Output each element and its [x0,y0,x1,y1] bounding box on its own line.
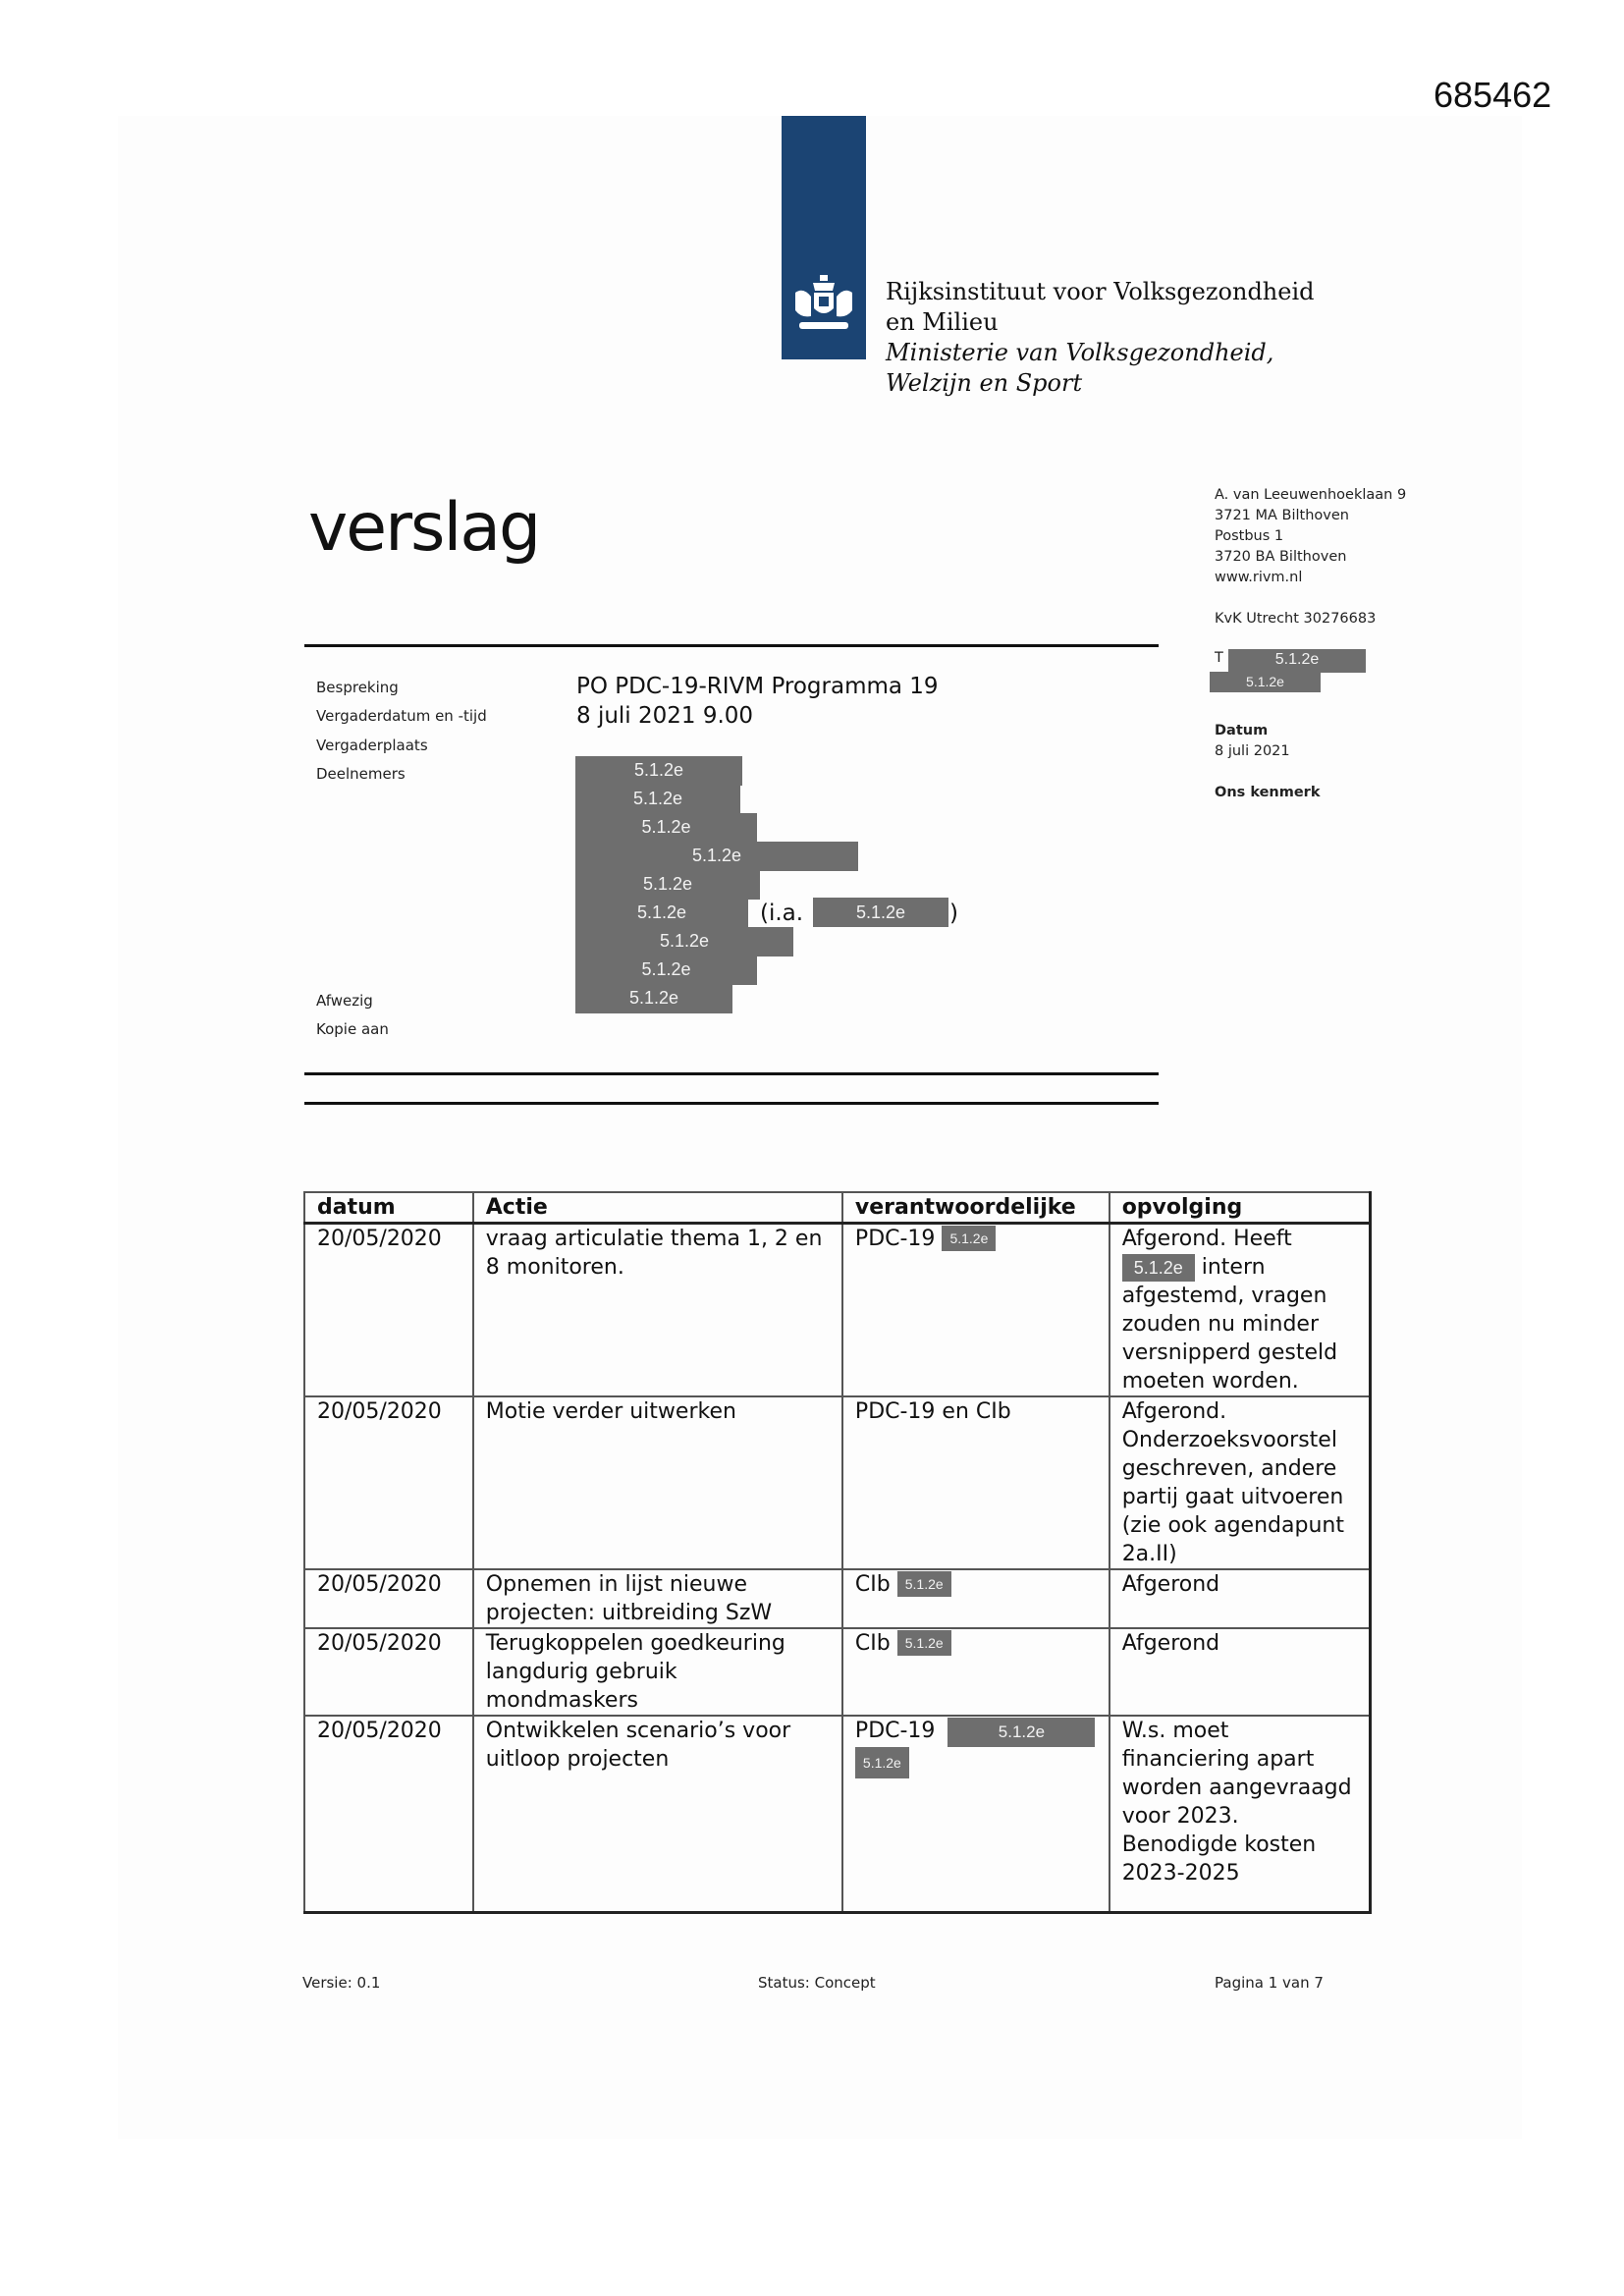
ia-prefix: (i.a. [760,901,804,926]
participant: 5.1.2e [575,756,742,785]
column-header-actie: Actie [473,1192,842,1224]
meeting-values [576,672,939,731]
cell-opvolging: W.s. moet financiering apart worden aangevraagd voor 2023. Benodigde kosten 2023-2025 [1110,1716,1371,1912]
cell-opvolging [1110,1224,1371,1397]
cell-verantwoordelijke [842,1224,1110,1397]
cell-verantwoordelijke [842,1628,1110,1716]
address-line: A. van Leeuwenhoeklaan 9 [1215,487,1407,503]
redacted-name: 5.1.2e [942,1226,996,1251]
cell-datum: 20/05/2020 [304,1716,473,1912]
cell-actie: vraag articulatie thema 1, 2 en 8 monitoren. [473,1224,842,1397]
redacted-ia: 5.1.2e [813,898,948,927]
cell-opvolging: Afgerond [1110,1628,1371,1716]
ministry-name-line2: Welzijn en Sport [886,369,1083,397]
cell-datum: 20/05/2020 [304,1396,473,1569]
cell-opvolging: Afgerond [1110,1569,1371,1628]
meeting-labels [316,674,487,789]
participant: 5.1.2e [575,927,793,956]
document-number: 685462 [1434,75,1552,115]
cell-datum: 20/05/2020 [304,1628,473,1716]
divider-bottom [304,1102,1159,1105]
actions-table [303,1191,1372,1914]
table-row [304,1716,1371,1912]
datum-value: 8 juli 2021 [1215,743,1290,759]
phone-block [1215,650,1406,693]
cell-actie: Opnemen in lijst nieuwe projecten: uitbreiding SzW [473,1569,842,1628]
footer-status: Status: Concept [758,1974,876,1992]
label-bespreking: Bespreking [316,679,399,696]
redacted-name: 5.1.2e [1122,1254,1195,1282]
redacted-name: 5.1.2e [855,1747,909,1778]
responsible-name: PDC-19 [854,1719,936,1743]
footer-versie: Versie: 0.1 [302,1974,381,1992]
datum-tijd-value: 8 juli 2021 9.00 [576,703,754,729]
website-link[interactable]: www.rivm.nl [1215,570,1303,585]
label-plaats: Vergaderplaats [316,736,428,754]
phone-prefix: T [1215,650,1223,666]
label-afwezig: Afwezig [316,992,373,1010]
kvk-number: KvK Utrecht 30276683 [1215,611,1377,627]
datum-label: Datum [1215,723,1269,738]
label-datum-tijd: Vergaderdatum en -tijd [316,707,487,726]
address-line: 3720 BA Bilthoven [1215,549,1347,565]
institute-name-line1: Rijksinstituut voor Volksgezondheid [886,278,1315,305]
column-header-opvolging: opvolging [1110,1192,1371,1224]
absent-person: 5.1.2e [575,984,732,1012]
divider-top [304,644,1159,647]
address-line: Postbus 1 [1215,528,1284,544]
participant: 5.1.2e [575,899,748,927]
cell-verantwoordelijke [842,1716,1110,1912]
address-line: 3721 MA Bilthoven [1215,508,1349,523]
cell-datum: 20/05/2020 [304,1224,473,1397]
divider-middle [304,1072,1159,1075]
redacted-phone: 5.1.2e [1228,649,1366,673]
cell-opvolging: Afgerond. Onderzoeksvoorstel geschreven, andere partij gaat uitvoeren (zie ook agendapunt 2a.II) [1110,1396,1371,1569]
institute-name-line2: en Milieu [886,308,999,336]
responsible-name: CIb [854,1572,891,1597]
label-kopie: Kopie aan [316,1020,389,1039]
meeting-labels-lower [316,987,389,1045]
followup-text: Afgerond. Heeft [1121,1227,1292,1251]
kenmerk-label: Ons kenmerk [1215,785,1321,800]
participant: 5.1.2e [575,842,858,870]
participant: 5.1.2e [575,870,760,899]
redacted-name: 5.1.2e [897,1571,951,1597]
table-row [304,1569,1371,1628]
followup-text: intern afgestemd, vragen zouden nu minder versnipperd gesteld moeten worden. [1121,1255,1338,1394]
document-title: verslag [308,489,540,567]
cell-actie: Ontwikkelen scenario’s voor uitloop projecten [473,1716,842,1912]
ia-suffix: ) [949,901,958,926]
responsible-name: CIb [854,1631,891,1656]
column-header-verantwoordelijke: verantwoordelijke [842,1192,1110,1224]
column-header-datum: datum [304,1192,473,1224]
coat-of-arms-icon [789,273,858,338]
table-row [304,1396,1371,1569]
redacted-phone-2: 5.1.2e [1210,672,1321,692]
table-row [304,1224,1371,1397]
logo-text [886,277,1315,399]
bespreking-value: PO PDC-19-RIVM Programma 19 [576,674,939,699]
ministry-name-line1: Ministerie van Volksgezondheid, [886,339,1274,366]
cell-verantwoordelijke [842,1569,1110,1628]
label-deelnemers: Deelnemers [316,764,406,783]
redacted-name: 5.1.2e [947,1718,1095,1747]
cell-actie: Terugkoppelen goedkeuring langdurig gebruik mondmaskers [473,1628,842,1716]
participant: 5.1.2e [575,785,740,813]
cell-actie: Motie verder uitwerken [473,1396,842,1569]
redacted-name: 5.1.2e [897,1630,951,1656]
participant: 5.1.2e [575,956,757,984]
responsible-name: PDC-19 [854,1227,936,1251]
cell-verantwoordelijke: PDC-19 en CIb [842,1396,1110,1569]
participant: 5.1.2e [575,813,757,842]
table-row [304,1628,1371,1716]
footer-pagina: Pagina 1 van 7 [1215,1974,1324,1992]
sender-block [1215,485,1406,803]
table-header-row [304,1192,1371,1224]
cell-datum: 20/05/2020 [304,1569,473,1628]
